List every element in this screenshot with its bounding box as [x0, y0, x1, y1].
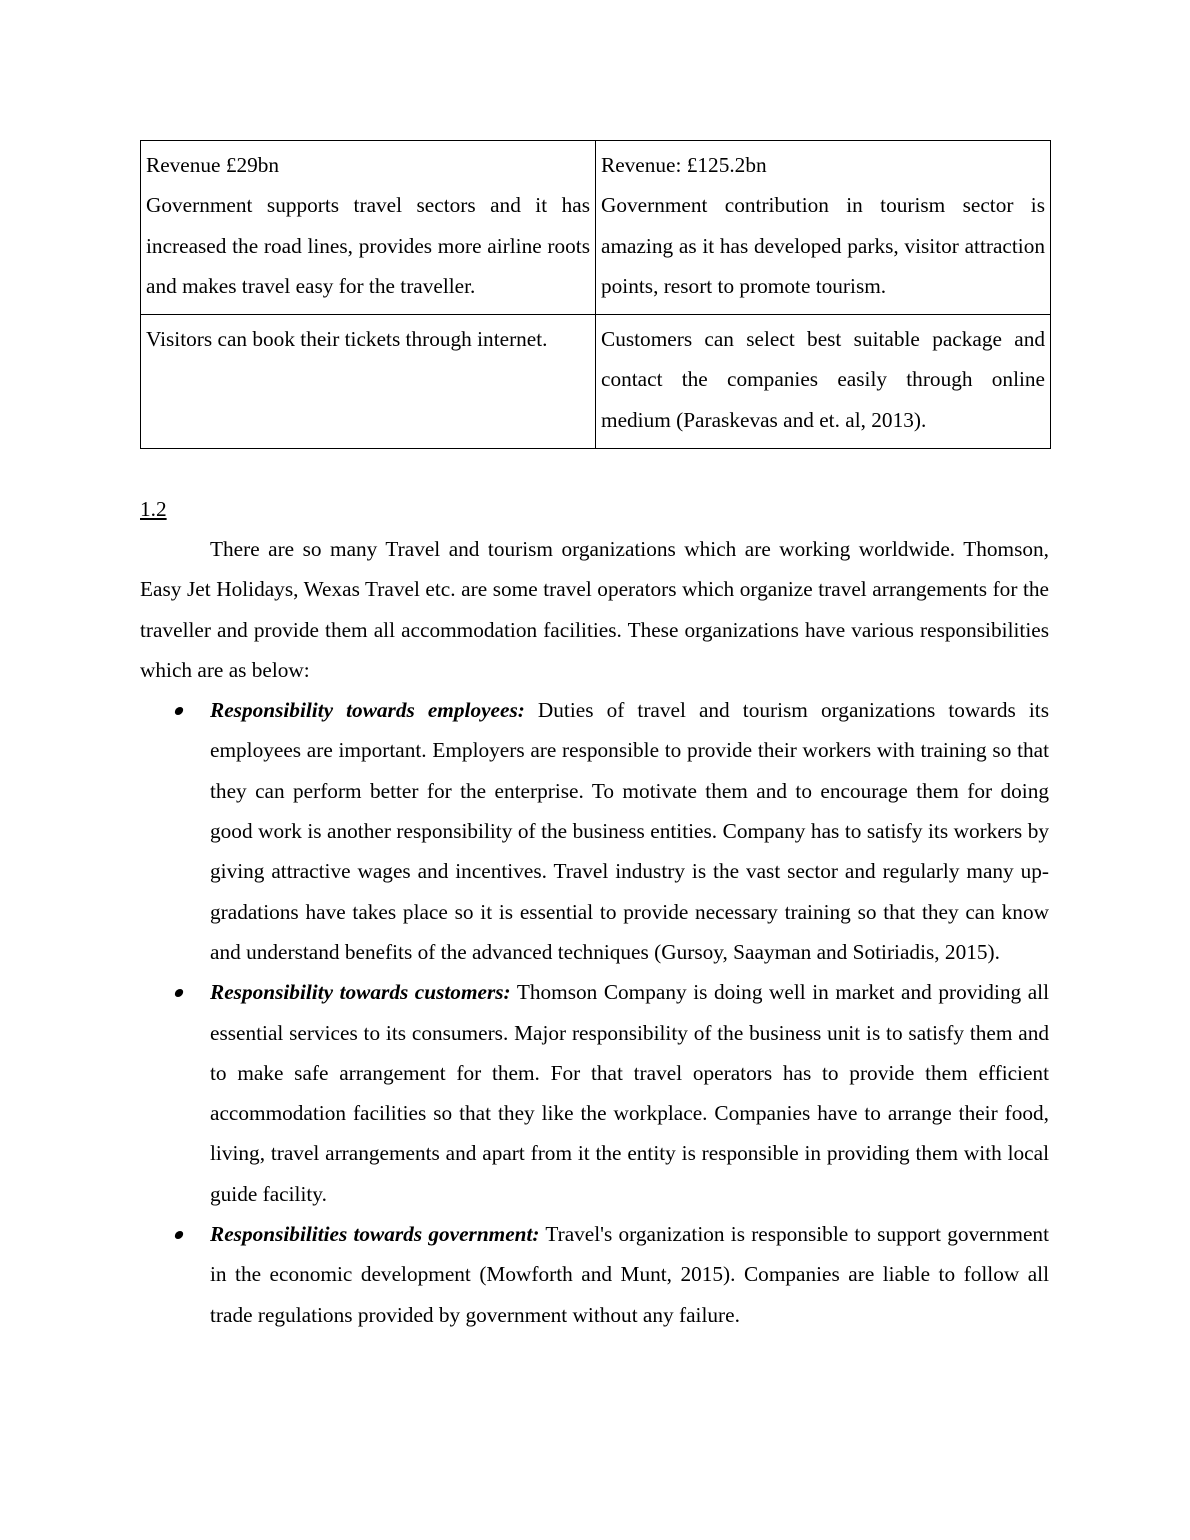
table-cell-right — [596, 141, 1051, 315]
bullet-icon — [174, 989, 184, 997]
bullet-icon — [174, 1231, 184, 1239]
booking-left: Visitors can book their tickets through internet. — [146, 327, 548, 352]
section-body — [140, 529, 1049, 1335]
revenue-right: Revenue: £125.2bn — [601, 153, 767, 177]
item-heading: Responsibilities towards government: — [210, 1222, 540, 1247]
government-support-right: Government contribution in tourism sector is amazing as it has developed parks, visitor attraction points, resort to promote tourism. — [601, 193, 1045, 298]
list-item — [140, 690, 1049, 972]
table-cell-left — [141, 141, 596, 315]
revenue-left: Revenue £29bn — [146, 153, 280, 177]
intro-paragraph: There are so many Travel and tourism organizations which are working worldwide. Thomson, Easy Jet Holidays, Wexas Travel etc. are some travel operators which organize travel arrangements for the traveller and provide them all accommodation facilities. These organizations have various responsibilities which are as below: — [140, 537, 1049, 682]
item-text: Travel's organization is responsible to support government in the economic development (Mowforth and Munt, 2015). Companies are liable to follow all trade regulations provided by government without any failure. — [210, 1222, 1049, 1327]
list-item — [140, 972, 1049, 1214]
item-text: Duties of travel and tourism organizations towards its employees are important. Employers are responsible to provide their workers with training so that they can perform better for the enterprise. To motivate them and to encourage them for doing good work is another responsibility of the business entities. Company has to satisfy its workers by giving attractive wages and incentives. Travel industry is the vast sector and regularly many up-gradations have takes place so it is essential to provide necessary training so that they can know and understand benefits of the advanced techniques (Gursoy, Saayman and Sotiriadis, 2015). — [210, 698, 1049, 964]
section-number: 1.2 — [140, 497, 167, 521]
list-item — [140, 1214, 1049, 1335]
table-row — [141, 141, 1051, 315]
table-cell-right — [596, 315, 1051, 449]
bullet-icon — [174, 707, 184, 715]
government-support-left: Government supports travel sectors and it has increased the road lines, provides more airline roots and makes travel easy for the traveller. — [146, 193, 590, 298]
item-heading: Responsibility towards employees: — [210, 698, 525, 723]
booking-right: Customers can select best suitable package and contact the companies easily through online medium (Paraskevas and et. al, 2013). — [601, 327, 1045, 432]
responsibilities-list — [140, 690, 1049, 1335]
table-cell-left — [141, 315, 596, 449]
item-heading: Responsibility towards customers: — [210, 980, 511, 1005]
comparison-table — [140, 140, 1051, 449]
item-text: Thomson Company is doing well in market and providing all essential services to its consumers. Major responsibility of the business unit is to satisfy them and to make safe arrangement for them. For that travel operators has to provide them efficient accommodation facilities so that they like the workplace. Companies have to arrange their food, living, travel arrangements and apart from it the entity is responsible in providing them with local guide facility. — [210, 980, 1049, 1206]
table-row — [141, 315, 1051, 449]
